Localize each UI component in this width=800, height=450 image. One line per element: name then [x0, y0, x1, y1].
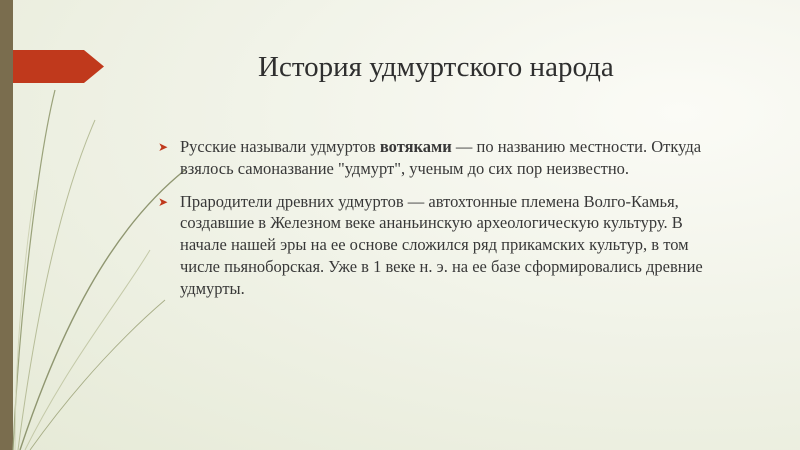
slide-title: История удмуртского народа	[258, 51, 614, 83]
bullet-text-start: Русские называли удмуртов	[180, 137, 380, 156]
bullet-item	[160, 136, 730, 180]
arrow-bullet-icon: ➤	[158, 140, 169, 154]
bullet-bold-term: вотяками	[379, 137, 452, 156]
bullet-item	[160, 191, 730, 300]
bullet-list	[160, 136, 730, 311]
arrow-bullet-icon: ➤	[158, 194, 169, 209]
bullet-text: Прародители древних удмуртов — автохтонные племена Волго-Камья, создавшие в Железном веке ананьинскую археологическую культуру. В начале нашей эры на ее основе сложился ряд прикамских культур, в том числе пьяноборская. Уже в 1 веке н. э. на ее базе сформировались древние удмурты.	[180, 191, 703, 298]
bullet-text-end: — по названию местности. Откуда взялось самоназвание "удмурт", ученым до сих пор неизвестно.	[180, 137, 702, 178]
